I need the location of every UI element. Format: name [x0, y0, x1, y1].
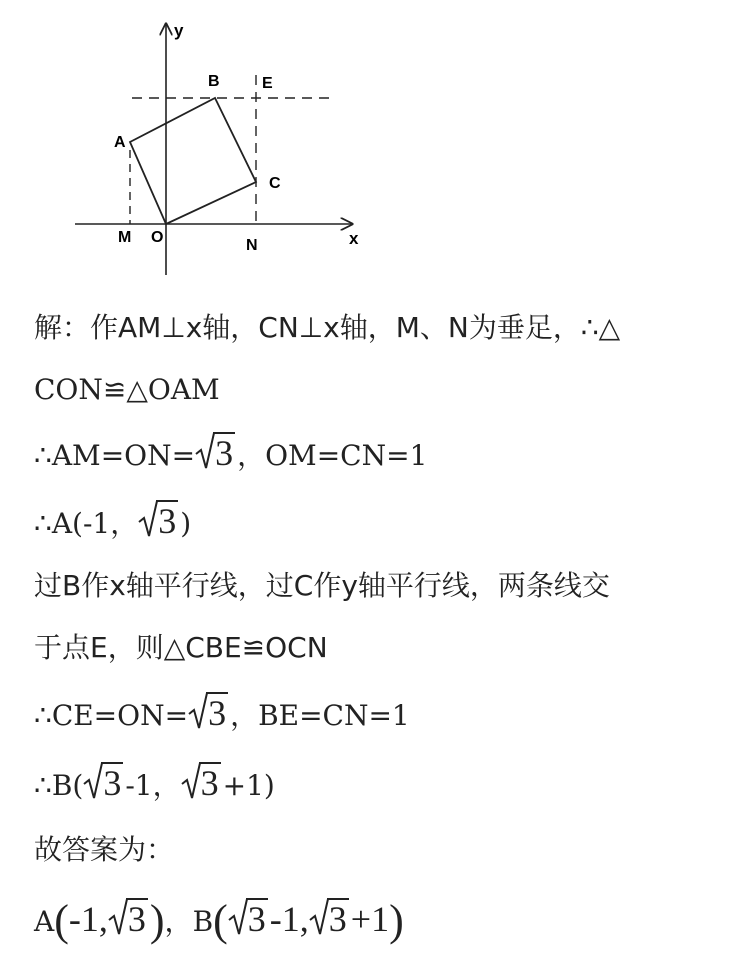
om-cn-text: ，OM=CN=1 — [237, 439, 428, 472]
neg-one-text: -1, — [68, 899, 108, 939]
label-b: B — [208, 73, 220, 90]
open-paren: ( — [213, 896, 228, 945]
sqrt-expression: 3 — [108, 898, 148, 945]
answer-a-label: A — [34, 905, 55, 938]
open-paren: ( — [54, 896, 69, 945]
radical-sign — [188, 692, 208, 732]
radical-sign — [195, 432, 215, 472]
radical-sign — [309, 898, 329, 938]
coordinate-figure — [60, 10, 380, 285]
close-paren: ) — [180, 507, 192, 540]
point-b-text: ∴B( — [34, 769, 84, 802]
be-cn-text: ，BE=CN=1 — [230, 699, 410, 732]
radical-sign — [228, 898, 248, 938]
radical-sign — [108, 898, 128, 938]
label-n: N — [246, 237, 258, 254]
solution-line-4 — [34, 500, 191, 544]
sqrt-expression: 3 — [195, 432, 235, 476]
ce-on-text: ∴CE=ON= — [34, 699, 189, 732]
solution-line-3 — [34, 432, 427, 476]
solution-line-1: 解：作AM⊥x轴，CN⊥x轴，M、N为垂足，∴△ — [34, 311, 621, 344]
close-paren: ) — [389, 896, 404, 945]
solution-line-5: 过B作x轴平行线，过C作y轴平行线，两条线交 — [34, 569, 610, 602]
solution-line-6: 于点E，则△CBE≌OCN — [34, 631, 328, 664]
minus-one-text: -1， — [125, 769, 181, 802]
label-c: C — [269, 175, 281, 192]
point-a-text: ∴A(-1， — [34, 507, 139, 540]
plus-one-text: +1 — [350, 899, 390, 939]
label-a: A — [114, 134, 126, 151]
final-answer — [34, 896, 404, 945]
sqrt-expression: 3 — [181, 762, 221, 806]
sqrt-expression: 3 — [188, 692, 228, 736]
solution-line-2: CON≌△OAM — [34, 373, 220, 406]
sqrt-expression: 3 — [138, 500, 178, 544]
sqrt-expression: 3 — [309, 898, 349, 945]
separator: ， — [164, 905, 193, 938]
sqrt-expression: 3 — [228, 898, 268, 945]
label-e: E — [262, 75, 273, 92]
answer-heading: 故答案为： — [34, 833, 175, 866]
solution-line-7 — [34, 692, 410, 736]
label-m: M — [118, 229, 132, 246]
minus-one-text: -1, — [269, 899, 309, 939]
square-oabc — [130, 98, 256, 224]
label-y: y — [174, 21, 184, 40]
close-paren: ) — [149, 896, 165, 945]
radical-sign — [83, 762, 103, 802]
sqrt-expression: 3 — [83, 762, 123, 806]
radical-sign — [138, 500, 158, 540]
label-o: O — [151, 229, 164, 246]
am-on-text: ∴AM=ON= — [34, 439, 196, 472]
radical-sign — [181, 762, 201, 802]
plus-one-text: +1) — [222, 769, 275, 802]
solution-line-8 — [34, 762, 275, 806]
answer-b-label: B — [192, 905, 214, 938]
label-x: x — [349, 229, 359, 248]
